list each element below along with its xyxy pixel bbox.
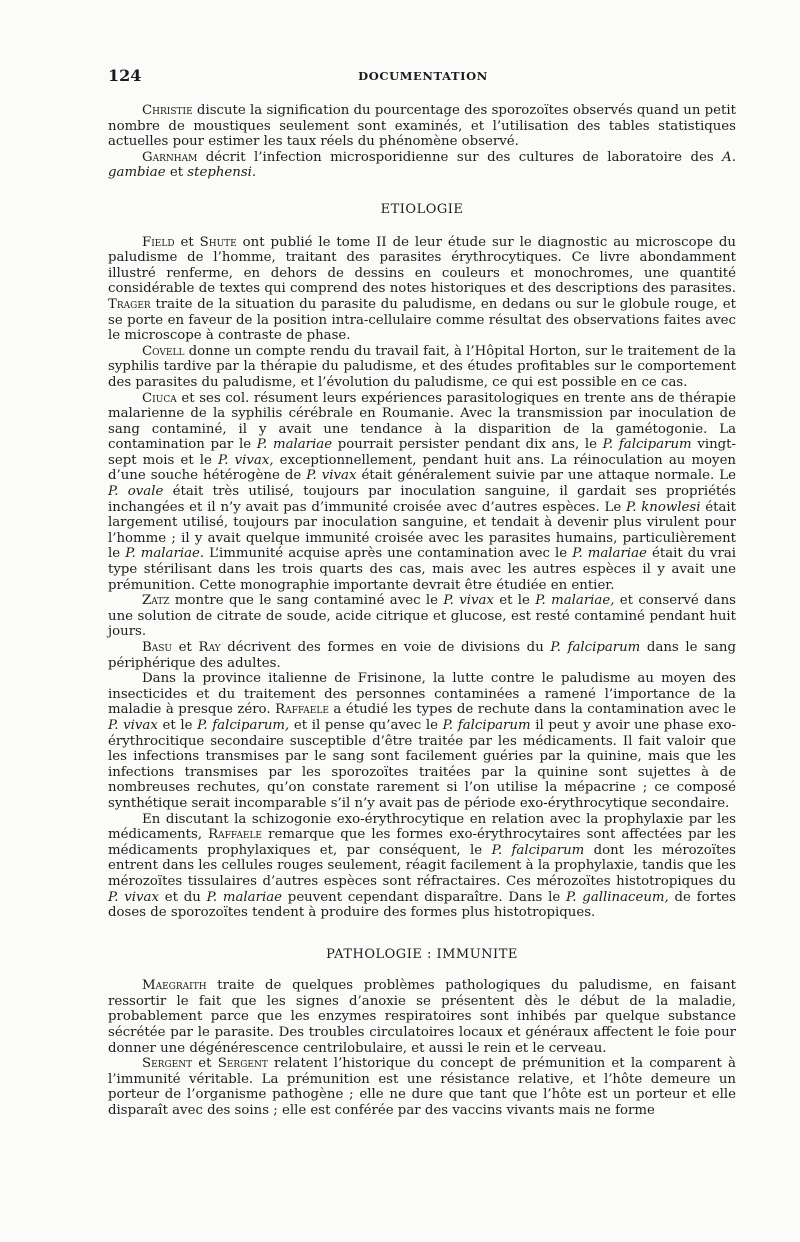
paragraph [108, 235, 736, 344]
species-name: A. gambiae [108, 149, 736, 181]
author-name: Sergent [142, 1056, 193, 1072]
author-name: Maegraith [142, 978, 207, 994]
text-run: En discutant la schizogonie exo-érythrocytique en relation avec la prophylaxie par les médicaments, [108, 811, 736, 843]
text-run: dont les mérozoïtes entrent dans les cellules rouges seulement, réagit facilement à la prophylaxie, tandis que les mérozoïtes tissulaires d’autres espèces sont réfractaires. Ces mérozoïtes histotropiques du [108, 842, 736, 889]
paragraph [108, 103, 736, 150]
section-heading: PATHOLOGIE : IMMUNITE [326, 946, 518, 962]
text-run: Dans la province italienne de Frisinone, la lutte contre le paludisme au moyen des insecticides et du traitement des personnes contaminées a ramené l’importance de la maladie à presque zéro. [108, 671, 736, 718]
text-run: de fortes doses de sporozoïtes tendent à produire des formes plus histotropiques. [108, 889, 736, 921]
paragraph [108, 978, 736, 1056]
text-run: était généralement suivie par une attaque normale. Le [356, 468, 736, 484]
text-run: remarque que les formes exo-érythrocytaires sont affectées par les médicaments prophylaxiques et, par conséquent, le [108, 827, 737, 858]
text-run: traite de la situation du parasite du paludisme, en dedans ou sur le globule rouge, et se porte en faveur de la position intra-cellulaire comme résultat des observations faites avec le microscope à contraste de phase. [108, 296, 736, 344]
author-name: Garnham [142, 149, 198, 165]
text-run: et il pense qu’avec le [289, 717, 443, 733]
species-name: P. falciparum [491, 842, 585, 858]
text-run: traite de quelques problèmes pathologiques du paludisme, en faisant ressortir le fait que les signes d’anoxie se présentent dès le début de la maladie, probablement parce que les enzymes respiratoires sont inhibés par quelque substance sécrétée par le parasite. Des troubles circulatoires locaux et généraux affectent le foie pour donner une dégénérescence centrilobulaire, et aussi le rein et le cerveau. [108, 978, 736, 1056]
species-name: P. malariae [572, 546, 647, 562]
text-run: donne un compte rendu du travail fait, à l’Hôpital Horton, sur le traitement de la syphilis tardive par la thérapie du paludisme, et des études profitables sur le comportement des parasites du paludisme, et l’évolution du paludisme, ce qui est possible en ce cas. [108, 343, 736, 390]
text-run: décrivent des formes en voie de divisions du [220, 640, 551, 655]
paragraph [108, 812, 736, 921]
text-run: discute la signification du pourcentage des sporozoïtes observés quand un petit nombre de moustiques seulement sont examinés, et l’utilisation des tables statistiques actuelles pour estimer les taux réels du phénomène observé. [108, 103, 736, 150]
text-run: et le [157, 717, 198, 733]
page-number: 124 [108, 66, 142, 85]
text-run: peuvent cependant disparaître. Dans le [282, 889, 567, 905]
author-name: Shute [199, 234, 237, 250]
paragraph [108, 593, 736, 640]
author-name: Raffaele [275, 702, 329, 718]
species-name: P. vivax [306, 468, 357, 484]
text-run: et du [158, 889, 207, 905]
text-run: montre que le sang contaminé avec le [169, 593, 444, 609]
text-run: était du vrai type stérilisant dans les trois quarts des cas, mais avec les autres espèces il y avait une prémunition. Cette monographie importante devrait être étudiée en entier. [108, 546, 736, 593]
species-name: P. malariae, [535, 593, 615, 609]
author-name: Raffaele [208, 827, 263, 843]
species-name: P. falciparum [602, 437, 692, 453]
author-name: Trager [108, 296, 151, 312]
text-run: était très utilisé, toujours par inoculation sanguine, il gardait ses propriétés inchangées et il n’y avait pas d’immunité croisée avec d’autres espèces. Le [108, 484, 736, 515]
species-name: P. vivax [443, 593, 494, 609]
text-run: et [174, 234, 200, 250]
species-name: P. ovale [108, 484, 164, 500]
species-name: P. vivax [108, 889, 159, 905]
species-name: P. malariae [206, 889, 283, 905]
author-name: Zatz [142, 593, 170, 609]
text-run: était largement utilisé, toujours par inoculation sanguine, et tendait à devenir plus virulent pour l’homme ; il y avait quelque immunité croisée avec les parasites humains, particulièrement le [108, 499, 736, 562]
text-run: et ses col. résument leurs expériences parasitologiques en trente ans de thérapie malarienne de la syphilis cérébrale en Roumanie. Avec la transmission par inoculation de sang contaminé, il y avait une tendance à la disparition de la gamétogonie. La contamination par le [108, 390, 736, 453]
text-run: décrit l’infection microsporidienne sur des cultures de laboratoire des [197, 149, 723, 165]
species-name: P. falciparum [442, 717, 531, 733]
species-name: P. knowlesi [625, 499, 701, 515]
paragraph [108, 150, 736, 181]
section-heading: ETIOLOGIE [380, 201, 464, 217]
paragraph [108, 640, 736, 671]
species-name: stephensi. [187, 165, 257, 181]
species-name: P. falciparum [550, 640, 641, 655]
paragraph [108, 391, 736, 594]
author-name: Field [142, 234, 175, 250]
text-run: ont publié le tome II de leur étude sur le diagnostic au microscope du paludisme de l’homme, traitant des parasites érythrocytiques. Ce livre abondamment illustré renferme, en dehors de dessins en couleurs et monochromes, une quantité considérable de textes qui comprend des notes historiques et des descriptions des parasites. [108, 234, 736, 297]
paragraph [108, 671, 736, 811]
text-run: et [192, 1056, 218, 1072]
author-name: Ciuca [142, 390, 177, 406]
text-run: pourrait persister pendant dix ans, le [332, 437, 603, 453]
text-run: et le [493, 593, 536, 609]
text-run: L’immunité acquise après une contamination avec le [204, 546, 573, 562]
text-run: et [165, 165, 188, 181]
paragraph [108, 344, 736, 391]
author-name: Covell [142, 343, 185, 359]
author-name: Basu [142, 640, 173, 655]
text-run: exceptionnellement, pendant huit ans. La réinoculation au moyen d’une souche hétérogène de [108, 452, 737, 484]
text-run: il peut y avoir une phase exo-érythrocitique secondaire susceptible d’être traitée par les médicaments. Il fait valoir que les infections transmises par le sang sont facilement guéries par la quinine, mais que les infections transmises par les sporozoïtes traitées par la quinine sont sujettes à de nombreuses rechutes, qu’on constate rarement si l’on utilise la mépacrine ; ce composé synthétique serait incomparable s’il n’y avait pas de période exo-érythrocytique secondaire. [108, 717, 736, 811]
species-name: P. gallinaceum, [566, 889, 669, 905]
species-name: P. vivax, [218, 452, 274, 468]
text-run: vingt-sept mois et le [108, 437, 736, 468]
species-name: P. falciparum, [197, 717, 290, 733]
text-run: et [172, 640, 199, 655]
species-name: P. malariae. [125, 546, 205, 562]
body-text [108, 103, 736, 1119]
text-run: a étudié les types de rechute dans la contamination avec le [328, 702, 737, 718]
species-name: P. vivax [108, 717, 158, 733]
species-name: P. malariae [256, 437, 333, 453]
running-title: DOCUMENTATION [358, 69, 488, 83]
running-head [108, 66, 738, 88]
author-name: Sergent [217, 1056, 268, 1072]
author-name: Ray [198, 640, 221, 655]
paragraph [108, 1056, 736, 1118]
text-run: dans le sang périphérique des adultes. [108, 640, 736, 671]
text-run: relatent l’historique du concept de prémunition et la comparent à l’immunité véritable. La prémunition est une résistance relative, et l’hôte demeure un porteur de l’organisme pathogène ; elle ne dure que tant que l’hôte est un porteur et elle disparaît avec des soins ; elle est conférée par des vaccins vivants mais ne forme [108, 1056, 736, 1119]
text-run: et conservé dans une solution de citrate de soude, acide citrique et glucose, est resté contaminé pendant huit jours. [108, 593, 736, 640]
author-name: Christie [142, 103, 193, 118]
